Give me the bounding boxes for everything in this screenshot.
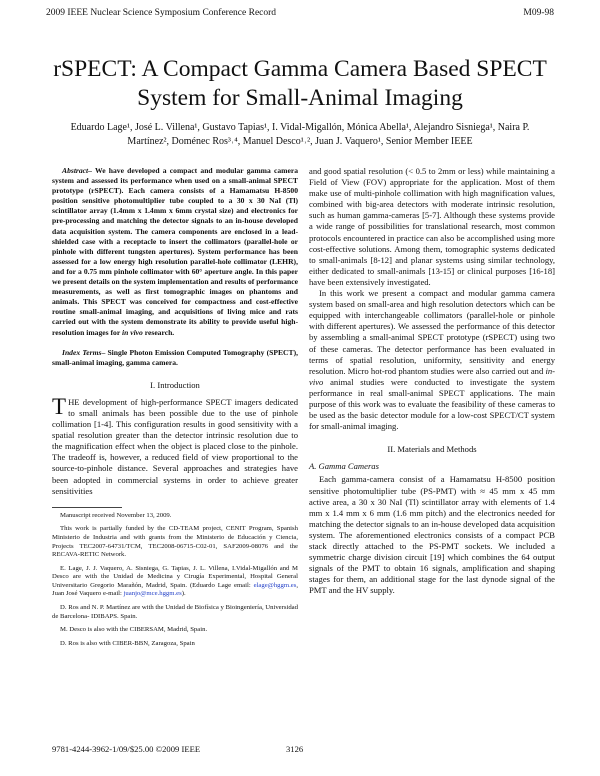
author-list [60, 121, 540, 149]
abstract-label: Abstract [62, 166, 89, 175]
footnote-affiliation-3: M. Desco is also with the CIBERSAM, Madrid, Spain. [60, 626, 208, 634]
right-column [309, 166, 555, 596]
index-terms-label: Index Terms [62, 347, 102, 357]
drop-cap: T [52, 393, 67, 419]
introduction-text: HE development of high-performance SPECT imagers dedicated to small animals has been possible due to the use of pinhole collimation [1-4]. This configuration results in good sensitivity with a spatial resolution greater than the detector intrinsic resolution due to the magnification effect when the object is placed close to the pinhole. The tradeoff is, however, a reduced field of view proportional to the source-to-pinhole distance. Several approaches and strategies have been adopted in commercial systems in order to achieve greater sensitivities [52, 396, 298, 496]
abstract-italic: in vivo [121, 327, 143, 337]
section-introduction-heading: I. Introduction [150, 379, 200, 390]
authors-line-2: Martínez², Doménec Ros³˒⁴, Manuel Desco¹˒², Juan J. Vaquero¹, Senior Member IEEE [127, 136, 473, 147]
this-work-text-a: In this work we present a compact and modular gamma camera system based on small-area and high resolution detectors which can be equipped with interchangeable collimators (parallel-hole or pinhole with different apertures). We assessed the performance of this detector by assembling a small-animal SPECT prototype (rSPECT) using two of these cameras. The detector performance has been evaluated in terms of spatial resolution, uniformity, sensitivity and energy resolution. Micro hot-rod phantom studies were also carried out and [309, 288, 555, 376]
footnote-divider [52, 507, 122, 508]
footnote-received: Manuscript received November 13, 2009. [60, 511, 172, 519]
abstract-text: – We have developed a compact and modular gamma camera system and assessed its performance when used on a small-animal SPECT prototype (rSPECT). Each camera consists of a Hamamatsu H-8500 position sensitive photomultiplier tube coupled to a 30 x 30 NaI (Tl) scintillator array (1.4mm x 1.4mm x 6mm crystal size) and electronics for pre-processing and matching the detector signals to an in-house developed data acquisition system. The camera components are enclosed in a lead-shielded case with a receptacle to insert the collimators (parallel-hole or pinhole with different tungsten apertures). System performance has been assessed for a low energy high resolution parallel-hole collimator (LEHR), and for a 0.75 mm pinhole collimator with 60° aperture angle. In this paper we present details on the system implementation and results of performance measurements, as well as first tomographic images on phantoms and animals. This SPECT was conceived for compactness and cost-effective routine small-animal imaging, and acquisitions of living mice and rats carried out with the system demonstrate its ability to provide useful high-resolution images for [52, 166, 298, 337]
affiliation-1-end: ). [181, 590, 186, 598]
email-link-vaquero[interactable]: juanjo@mce.hggm.es [123, 590, 182, 598]
email-link-lage[interactable]: elage@hggm.es [253, 581, 297, 589]
index-terms-text: – Single Photon Emission Computed Tomography (SPECT), small-animal imaging, gamma camera. [52, 347, 298, 367]
index-terms [52, 348, 298, 368]
footnote-funding: This work is partially funded by the CD-TEAM project, CENIT Program, Spanish Ministerio de Industria and with grants from the Ministerio de Educación y Ciencia, Projects TEC2007-64731/TCM, TEC2008-06715-C02-01, SAF2009-08076 and the RECAVA-RETIC Network. [52, 525, 298, 559]
authors-line-1: Eduardo Lage¹, José L. Villena¹, Gustavo Tapias¹, I. Vidal-Migallón, Mónica Abella¹, Alejandro Sisniega¹, Naira P. [70, 122, 530, 133]
affiliation-1-mid: , Juan José Vaquero e-mail: [52, 581, 298, 598]
abstract [52, 166, 298, 338]
this-work-text-b: animal studies were conducted to investigate the system performance in real small-animal SPECT applications. The main purpose of this work was to evaluate the feasibility of these cameras to be used as the basic detector module for a low-cost SPECT/CT system for small-animal imaging. [309, 376, 555, 432]
title-line-1: rSPECT: A Compact Gamma Camera Based SPECT [53, 56, 547, 82]
intro-continuation-paragraph: and good spatial resolution (< 0.5 to 2mm or less) while maintaining a Field of View (FOV) appropriate for the application. Most of them make use of multi-pinhole collimation with high magnification values, combined with big-area detectors with moderate intrinsic resolution, such as human gamma-cameras [5-7]. Although these systems provide a wide range of possibilities for translational research, most common protocols encountered in practice can also be accomplished using more cost-effective solutions. Among them, tomographic systems dedicated to small-animals [8-12] and planar systems using similar technology, either dedicated to small-animals [13-15] or clinical purposes [16-18] have been extensively investigated. [309, 166, 555, 287]
this-work-paragraph [309, 288, 555, 432]
section-methods-heading: II. Materials and Methods [387, 444, 477, 455]
left-column [52, 166, 298, 653]
footnote-affiliation-4: D. Ros is also with CIBER-BBN, Zaragoza, Spain [60, 639, 195, 647]
conference-header: 2009 IEEE Nuclear Science Symposium Conference Record [46, 8, 277, 18]
page-number: 3126 [286, 744, 304, 754]
subsection-gamma-cameras: A. Gamma Cameras [309, 461, 379, 472]
title-line-2: System for Small-Animal Imaging [137, 85, 463, 111]
affiliation-1-text: E. Lage, J. J. Vaquero, A. Sisniega, G. Tapias, J. L. Villena, I.Vidal-Migallón and M Desco are with the Unidad de Medicina y Cirugía Experimental, Hospital General Universitario Gregorio Marañón, Madrid, Spain. (Eduardo Lage email: [52, 564, 298, 589]
footnote-affiliation-2: D. Ros and N. P. Martínez are with the Unidad de Biofísica y Bioingeniería, Universidad de Barcelona- IDIBAPS. Spain. [52, 604, 298, 620]
this-work-italic: in-vivo [309, 365, 555, 387]
paper-code: M09-98 [523, 8, 554, 18]
isbn-footer: 9781-4244-3962-1/09/$25.00 ©2009 IEEE [52, 744, 201, 754]
paper-title [0, 55, 600, 113]
footnote-affiliation-1 [52, 565, 298, 599]
abstract-end: research. [142, 327, 175, 337]
introduction-paragraph [52, 393, 298, 497]
gamma-camera-paragraph: Each gamma-camera consist of a Hamamatsu H-8500 position sensitive photomultiplier tube (PS-PMT) with ≈ 45 mm x 45 mm active area, a 30 x 30 NaI (Tl) scintillator array with elements of 1.4 mm x 1.4 mm x 6 mm (1.6 mm pitch) and the electronics needed for matching the detector signals to an in-house developed data acquisition system. The aforementioned electronics consists of a compact PCB stack directly attached to the PS-PMT sockets. We included a symmetric charge division circuit [19] which combines the 64 output signals of the PMT to obtain 16 signals, amplification and shaping stages for them, an additional stage for the last dynode signal of the PMT and the HV supply. [309, 474, 555, 596]
